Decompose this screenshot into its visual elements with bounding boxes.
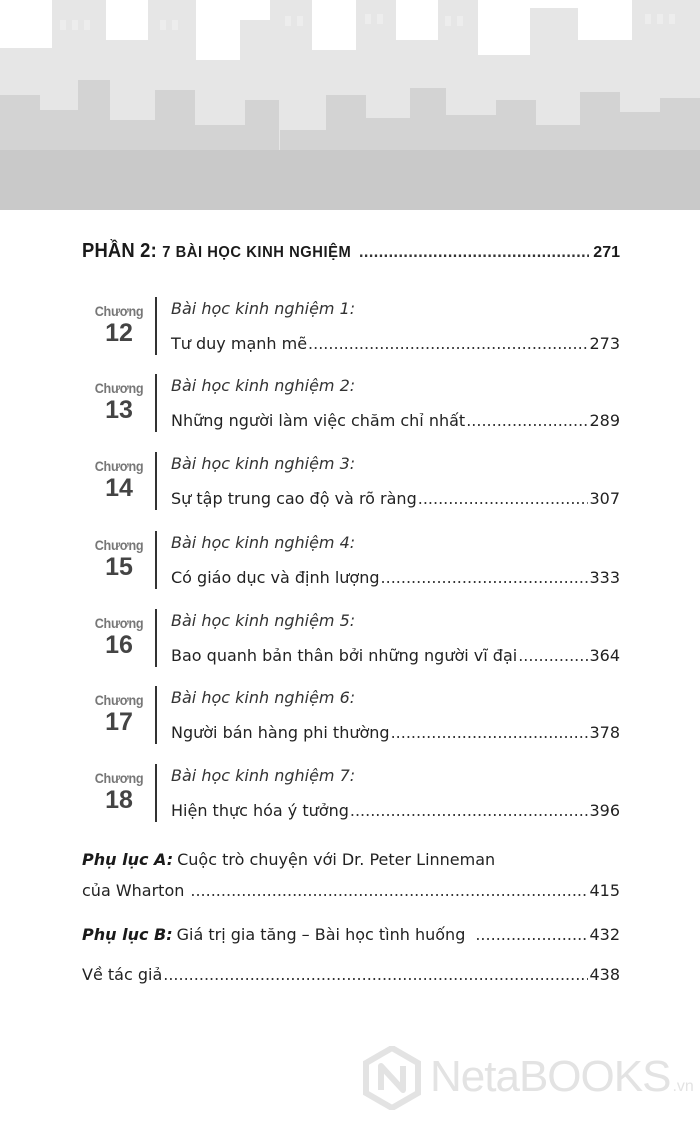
part-title bbox=[82, 240, 351, 263]
dot-leader bbox=[190, 881, 588, 900]
chapter-page-number: 273 bbox=[589, 334, 620, 353]
chapter-divider bbox=[155, 452, 157, 510]
chapter-number: 17 bbox=[105, 708, 133, 736]
chapter-entry-12 bbox=[82, 297, 620, 361]
chapter-subtitle: Bài học kinh nghiệm 2: bbox=[171, 376, 356, 395]
chapter-subtitle: Bài học kinh nghiệm 7: bbox=[171, 766, 356, 785]
dot-leader bbox=[518, 646, 588, 665]
chapter-label bbox=[92, 615, 146, 659]
watermark-suffix: .vn bbox=[672, 1078, 694, 1095]
chapter-entry-14 bbox=[82, 452, 620, 516]
chapter-number: 13 bbox=[105, 396, 133, 424]
dot-leader bbox=[391, 723, 589, 742]
chapter-toc-line bbox=[171, 411, 620, 430]
n-logo-icon bbox=[362, 1046, 422, 1110]
chapter-page-number: 364 bbox=[589, 646, 620, 665]
part-heading bbox=[82, 240, 620, 270]
chapter-number: 12 bbox=[105, 319, 133, 347]
chapter-entry-15 bbox=[82, 531, 620, 595]
chapter-label bbox=[92, 692, 146, 736]
watermark-text bbox=[430, 1052, 694, 1102]
dot-leader bbox=[475, 925, 588, 944]
chapter-number: 14 bbox=[105, 474, 133, 502]
chapter-title: Bao quanh bản thân bởi những người vĩ đại bbox=[171, 646, 518, 665]
appendix-b-page-number: 432 bbox=[589, 925, 620, 944]
chapter-divider bbox=[155, 609, 157, 667]
appendix-b-toc-line bbox=[82, 925, 620, 949]
chapter-word: Chương bbox=[94, 770, 144, 786]
chapter-subtitle: Bài học kinh nghiệm 1: bbox=[171, 299, 356, 318]
chapter-number: 16 bbox=[105, 631, 133, 659]
appendix-a-label: Phụ lục A: bbox=[82, 850, 174, 869]
chapter-label bbox=[92, 458, 146, 502]
about-author-title: Về tác giả bbox=[82, 965, 163, 984]
dot-leader bbox=[381, 568, 589, 587]
chapter-label bbox=[92, 770, 146, 814]
about-author-page-number: 438 bbox=[589, 965, 620, 984]
chapter-entry-18 bbox=[82, 764, 620, 828]
appendix-a-page-number: 415 bbox=[589, 881, 620, 900]
appendix-a-entry bbox=[82, 850, 620, 905]
dot-leader bbox=[418, 489, 589, 508]
chapter-title: Sự tập trung cao độ và rõ ràng bbox=[171, 489, 417, 508]
chapter-divider bbox=[155, 297, 157, 355]
chapter-page-number: 396 bbox=[589, 801, 620, 820]
chapter-page-number: 333 bbox=[589, 568, 620, 587]
watermark-brand: NetaBOOKS bbox=[430, 1052, 671, 1101]
city-skyline-illustration bbox=[0, 0, 700, 210]
part-label: PHẦN 2: bbox=[82, 240, 157, 262]
chapter-subtitle: Bài học kinh nghiệm 4: bbox=[171, 533, 356, 552]
netabooks-watermark bbox=[362, 1046, 694, 1110]
chapter-divider bbox=[155, 374, 157, 432]
chapter-word: Chương bbox=[94, 303, 144, 319]
about-author-entry bbox=[82, 965, 620, 989]
chapter-number: 15 bbox=[105, 553, 133, 581]
chapter-label bbox=[92, 380, 146, 424]
dot-leader bbox=[466, 411, 588, 430]
chapter-toc-line bbox=[171, 489, 620, 508]
chapter-toc-line bbox=[171, 568, 620, 587]
appendix-a-title: Cuộc trò chuyện với Dr. Peter Linneman bbox=[177, 850, 496, 869]
chapter-title: Có giáo dục và định lượng bbox=[171, 568, 380, 587]
dot-leader bbox=[359, 246, 590, 261]
appendix-b-title: Giá trị gia tăng – Bài học tình huống bbox=[176, 925, 466, 944]
chapter-page-number: 289 bbox=[589, 411, 620, 430]
chapter-title: Những người làm việc chăm chỉ nhất bbox=[171, 411, 466, 430]
chapter-number: 18 bbox=[105, 786, 133, 814]
chapter-title: Người bán hàng phi thường bbox=[171, 723, 390, 742]
chapter-word: Chương bbox=[94, 537, 144, 553]
chapter-word: Chương bbox=[94, 380, 144, 396]
chapter-page-number: 378 bbox=[589, 723, 620, 742]
chapter-label bbox=[92, 537, 146, 581]
chapter-toc-line bbox=[171, 334, 620, 353]
appendix-a-heading-line bbox=[82, 850, 620, 874]
part-page-number: 271 bbox=[593, 244, 620, 261]
chapter-entry-16 bbox=[82, 609, 620, 673]
chapter-divider bbox=[155, 531, 157, 589]
chapter-subtitle: Bài học kinh nghiệm 5: bbox=[171, 611, 356, 630]
chapter-word: Chương bbox=[94, 692, 144, 708]
appendix-b-label: Phụ lục B: bbox=[82, 925, 173, 944]
part-subtitle: 7 BÀI HỌC KINH NGHIỆM bbox=[162, 244, 352, 261]
appendix-a-title-cont: của Wharton bbox=[82, 881, 185, 900]
chapter-label bbox=[92, 303, 146, 347]
dot-leader bbox=[308, 334, 588, 353]
chapter-entry-17 bbox=[82, 686, 620, 750]
chapter-title: Hiện thực hóa ý tưởng bbox=[171, 801, 349, 820]
appendix-b-entry bbox=[82, 925, 620, 949]
chapter-page-number: 307 bbox=[589, 489, 620, 508]
chapter-title: Tư duy mạnh mẽ bbox=[171, 334, 308, 353]
chapter-toc-line bbox=[171, 646, 620, 665]
chapter-toc-line bbox=[171, 723, 620, 742]
chapter-word: Chương bbox=[94, 458, 144, 474]
chapter-subtitle: Bài học kinh nghiệm 3: bbox=[171, 454, 356, 473]
chapter-divider bbox=[155, 764, 157, 822]
chapter-subtitle: Bài học kinh nghiệm 6: bbox=[171, 688, 356, 707]
dot-leader bbox=[163, 965, 588, 984]
appendix-a-toc-line bbox=[82, 881, 620, 905]
chapter-toc-line bbox=[171, 801, 620, 820]
chapter-divider bbox=[155, 686, 157, 744]
chapter-entry-13 bbox=[82, 374, 620, 438]
chapter-word: Chương bbox=[94, 615, 144, 631]
about-author-toc-line bbox=[82, 965, 620, 989]
dot-leader bbox=[350, 801, 589, 820]
